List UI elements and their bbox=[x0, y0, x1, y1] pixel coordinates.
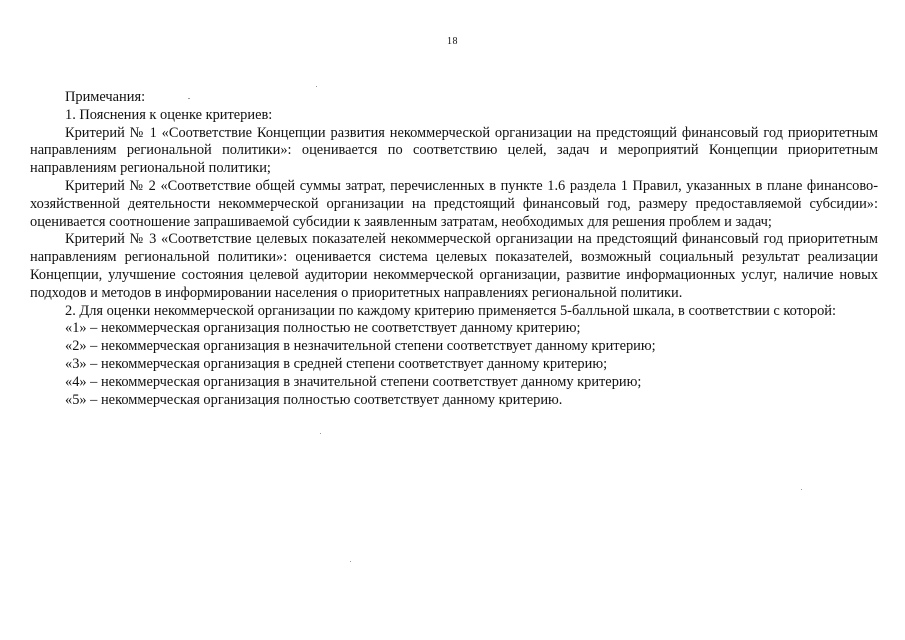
criterion-2: Критерий № 2 «Соответствие общей суммы затрат, перечисленных в пункте 1.6 раздела 1 Правил, указанных в плане финансово-хозяйственной деятельности некоммерческой организации на предстоящий финансовый год, размеру предоставляемой субсидии»: оценивается соотношение запрашиваемой субсидии к заявленным затратам, необходимых для решения проблем и задач; bbox=[30, 177, 878, 230]
section-2-title: 2. Для оценки некоммерческой организации по каждому критерию применяется 5-балльной шкала, в соответствии с которой: bbox=[65, 302, 836, 319]
scale-item-4: «4» – некоммерческая организация в значительной степени соответствует данному критерию; bbox=[65, 373, 642, 390]
criterion-3: Критерий № 3 «Соответствие целевых показателей некоммерческой организации на предстоящий финансовый год приоритетным направлениям региональной политики»: оценивается система целевых показателей, возможный социальный результат реализации Концепции, улучшение состояния целевой аудитории некоммерческой организации, развитие информационных услуг, наличие новых подходов и методов в информировании населения о приоритетных направлениях региональной политики. bbox=[30, 231, 878, 301]
scale-item-2: «2» – некоммерческая организация в незначительной степени соответствует данному критерию; bbox=[65, 338, 656, 355]
scale-item-5: «5» – некоммерческая организация полностью соответствует данному критерию. bbox=[65, 391, 563, 408]
document-body bbox=[30, 89, 878, 409]
scale-item-1: «1» – некоммерческая организация полностью не соответствует данному критерию; bbox=[65, 320, 581, 337]
scan-speck bbox=[801, 489, 802, 490]
scan-speck bbox=[316, 86, 317, 87]
section-1-title: 1. Пояснения к оценке критериев: bbox=[65, 106, 273, 123]
criterion-1: Критерий № 1 «Соответствие Концепции развития некоммерческой организации на предстоящий финансовый год приоритетным направлениям региональной политики»: оценивается по соответствию целей, задач и мероприятий Концепции приоритетным направлениям региональной политики; bbox=[30, 124, 878, 177]
scale-item-3: «3» – некоммерческая организация в средней степени соответствует данному критерию; bbox=[65, 355, 608, 372]
scan-speck bbox=[188, 98, 190, 99]
scan-speck bbox=[320, 433, 321, 434]
page-number: 18 bbox=[447, 36, 458, 47]
scan-speck bbox=[350, 561, 351, 562]
notes-heading: Примечания: bbox=[65, 89, 146, 105]
